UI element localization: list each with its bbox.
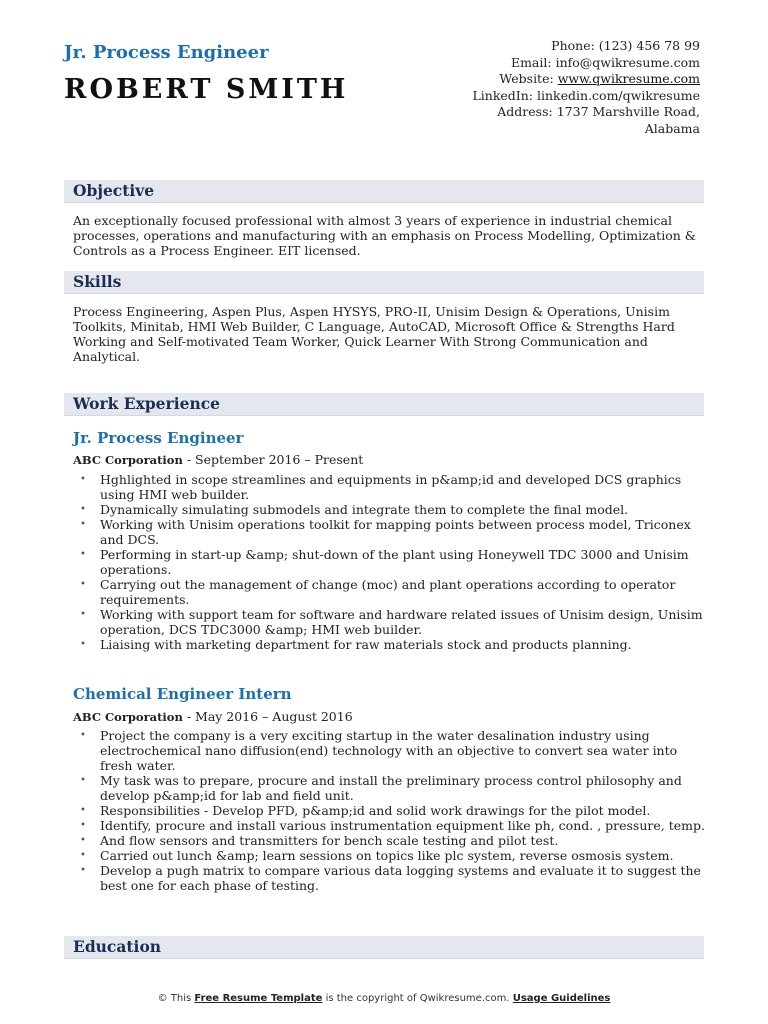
list-item: • My task was to prepare, procure and install the preliminary process control philosophy and develop p&amp;id for lab and field unit. bbox=[73, 773, 705, 803]
skills-text: Process Engineering, Aspen Plus, Aspen HYSYS, PRO-II, Unisim Design & Operations, Unisim Toolkits, Minitab, HMI Web Builder, C Language, AutoCAD, Microsoft Office & Strengths Hard Working and Self-motivated Team Worker, Quick Learner With Strong Communication and Analytical. bbox=[73, 304, 675, 364]
list-item: • Carrying out the management of change (moc) and plant operations according to operator requirements. bbox=[73, 577, 705, 607]
list-item: • Carried out lunch &amp; learn sessions on topics like plc system, reverse osmosis system. bbox=[73, 848, 705, 863]
contact-block bbox=[400, 38, 700, 138]
footer-middle: is the copyright of Qwikresume.com. bbox=[322, 993, 513, 1004]
work-section-header bbox=[64, 393, 704, 416]
list-item: • Dynamically simulating submodels and integrate them to complete the final model. bbox=[73, 502, 705, 517]
skills-heading: Skills bbox=[73, 272, 122, 291]
linkedin-value[interactable]: linkedin.com/qwikresume bbox=[537, 87, 700, 103]
job-2-bullets bbox=[73, 728, 705, 893]
job-2-title: Chemical Engineer Intern bbox=[73, 685, 292, 703]
list-item: • Responsibilities - Develop PFD, p&amp;id and solid work drawings for the pilot model. bbox=[73, 803, 705, 818]
free-template-link[interactable]: Free Resume Template bbox=[194, 993, 323, 1004]
usage-guidelines-link[interactable]: Usage Guidelines bbox=[512, 993, 611, 1004]
job-1-bullets bbox=[73, 472, 705, 652]
footer bbox=[0, 993, 768, 1004]
contact-address-line2: Alabama bbox=[644, 120, 700, 136]
header-job-title: Jr. Process Engineer bbox=[64, 42, 269, 63]
list-item: • Working with Unisim operations toolkit for mapping points between process model, Triconex and DCS. bbox=[73, 517, 705, 547]
phone-label: Phone: bbox=[551, 38, 595, 53]
objective-section-header bbox=[64, 180, 704, 203]
list-item: • Identify, procure and install various instrumentation equipment like ph, cond. , pressure, temp. bbox=[73, 818, 705, 833]
education-section-header bbox=[64, 936, 704, 959]
website-link[interactable]: www.qwikresume.com bbox=[557, 71, 700, 87]
contact-email bbox=[400, 55, 700, 72]
list-item: • And flow sensors and transmitters for bench scale testing and pilot test. bbox=[73, 833, 705, 848]
contact-phone bbox=[400, 38, 700, 55]
list-item: • Working with support team for software and hardware related issues of Unisim design, Unisim operation, DCS TDC3000 &amp; HMI web builder. bbox=[73, 607, 705, 637]
job-1-dates: - September 2016 – Present bbox=[182, 452, 364, 467]
job-1-title: Jr. Process Engineer bbox=[73, 429, 244, 447]
job-2-company: ABC Corporation bbox=[73, 710, 183, 724]
job-2-dates: - May 2016 – August 2016 bbox=[182, 709, 353, 724]
phone-value: (123) 456 78 99 bbox=[598, 38, 700, 53]
candidate-name: ROBERT SMITH bbox=[64, 74, 349, 105]
address-label: Address: bbox=[497, 104, 553, 120]
job-1-company: ABC Corporation bbox=[73, 453, 183, 467]
list-item: • Liaising with marketing department for raw materials stock and products planning. bbox=[73, 637, 705, 652]
job-2-company-line bbox=[73, 709, 353, 724]
website-label: Website: bbox=[499, 71, 554, 87]
contact-linkedin bbox=[400, 88, 700, 105]
work-heading: Work Experience bbox=[73, 394, 221, 413]
list-item: • Hghlighted in scope streamlines and equipments in p&amp;id and developed DCS graphics using HMI web builder. bbox=[73, 472, 705, 502]
job-1-company-line bbox=[73, 452, 363, 467]
contact-address bbox=[400, 104, 700, 121]
list-item: • Performing in start-up &amp; shut-down of the plant using Honeywell TDC 3000 and Unisim operations. bbox=[73, 547, 705, 577]
list-item: • Project the company is a very exciting startup in the water desalination industry using electrochemical nano diffusion(end) technology with an objective to convert sea water into fresh water. bbox=[73, 728, 705, 773]
email-value[interactable]: info@qwikresume.com bbox=[555, 54, 700, 70]
education-heading: Education bbox=[73, 937, 162, 956]
footer-prefix: © This bbox=[157, 993, 195, 1004]
email-label: Email: bbox=[510, 54, 552, 70]
list-item: • Develop a pugh matrix to compare various data logging systems and evaluate it to suggest the best one for each phase of testing. bbox=[73, 863, 705, 893]
objective-heading: Objective bbox=[73, 181, 155, 200]
linkedin-label: LinkedIn: bbox=[472, 87, 534, 103]
objective-text: An exceptionally focused professional with almost 3 years of experience in industrial chemical processes, operations and manufacturing with an emphasis on Process Modelling, Optimization & Controls as a Process Engineer. EIT licensed. bbox=[73, 213, 696, 258]
contact-website bbox=[400, 71, 700, 88]
address-line1: 1737 Marshville Road, bbox=[556, 104, 700, 120]
skills-section-header bbox=[64, 271, 704, 294]
